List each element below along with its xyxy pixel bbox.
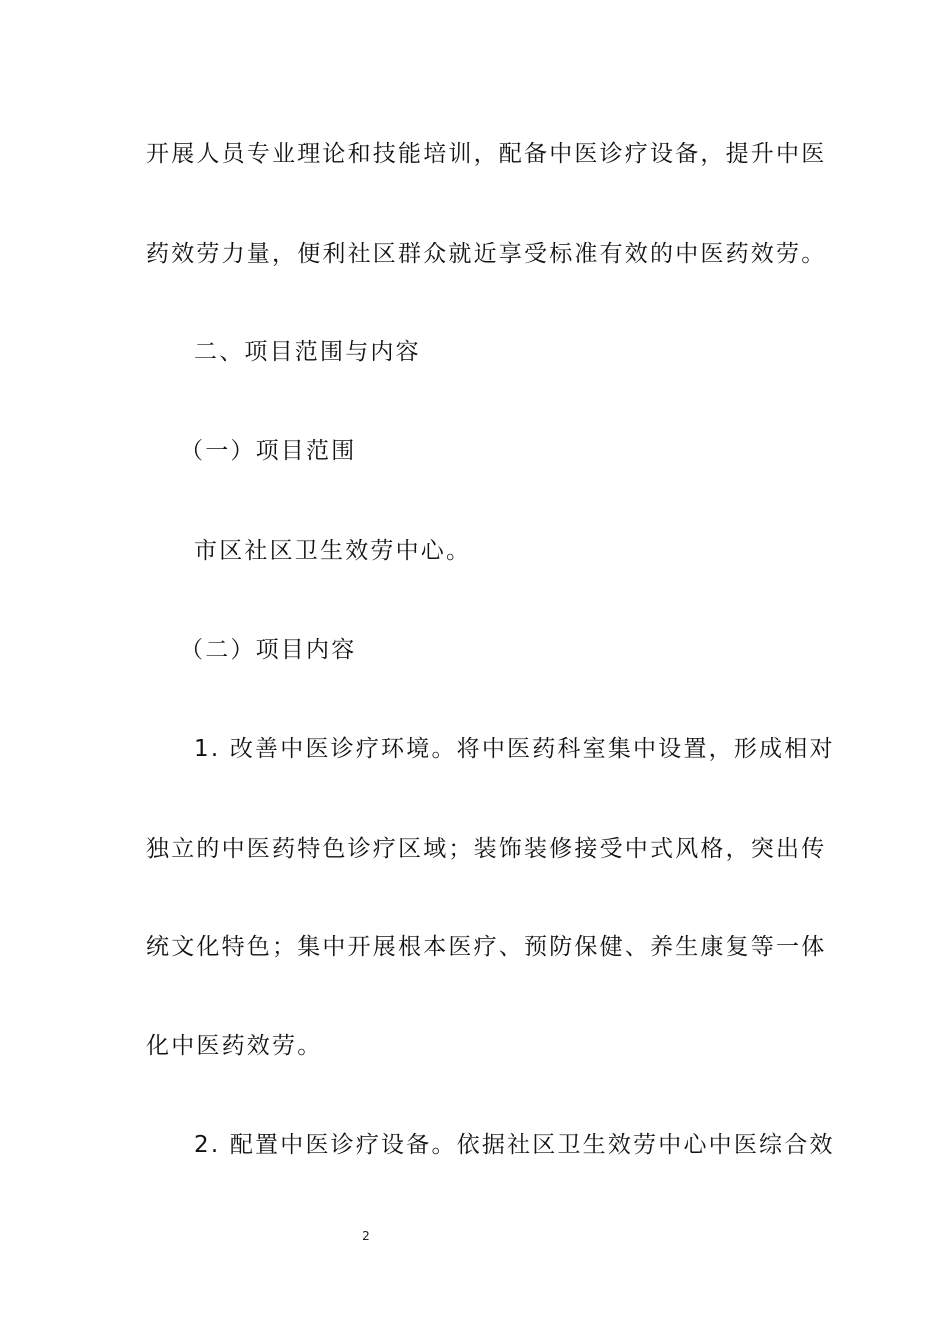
subsection-heading: （二）项目内容 bbox=[180, 637, 357, 663]
body-text-line: 药效劳力量，便利社区群众就近享受标准有效的中医药效劳。 bbox=[146, 241, 827, 267]
body-text-line: 独立的中医药特色诊疗区域；装饰装修接受中式风格，突出传 bbox=[146, 836, 827, 862]
subsection-heading: （一）项目范围 bbox=[180, 438, 357, 464]
body-text-line: 化中医药效劳。 bbox=[146, 1033, 323, 1059]
body-text-line: 统文化特色；集中开展根本医疗、预防保健、养生康复等一体 bbox=[146, 934, 827, 960]
list-item-text: 2. 配置中医诊疗设备。依据社区卫生效劳中心中医综合效 bbox=[194, 1132, 835, 1158]
page-number: 2 bbox=[362, 1229, 370, 1243]
list-item-text: 1. 改善中医诊疗环境。将中医药科室集中设置，形成相对 bbox=[194, 736, 835, 762]
body-text-line: 开展人员专业理论和技能培训，配备中医诊疗设备，提升中医 bbox=[146, 141, 827, 167]
section-heading: 二、项目范围与内容 bbox=[194, 339, 421, 365]
body-text-line: 市区社区卫生效劳中心。 bbox=[194, 538, 472, 564]
